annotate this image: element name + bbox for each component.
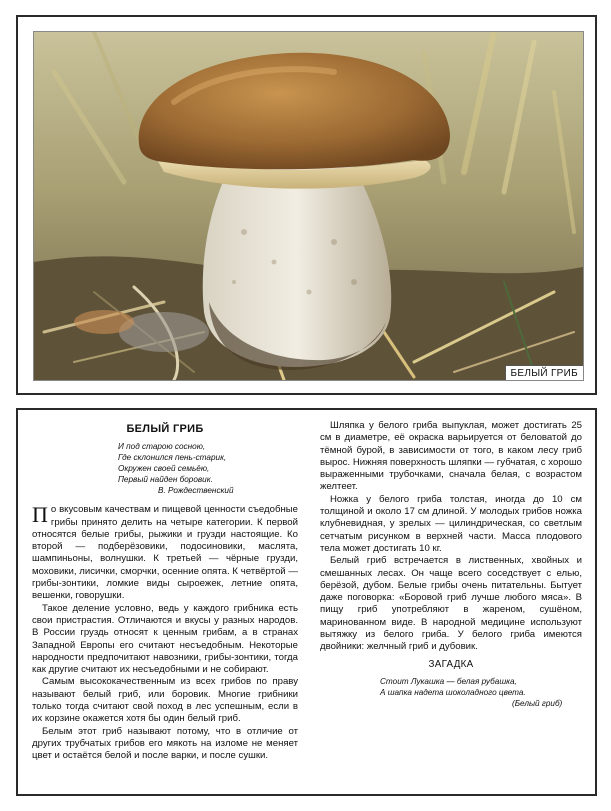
- photo-caption: БЕЛЫЙ ГРИБ: [505, 365, 583, 380]
- mushroom-photo: [33, 31, 584, 381]
- paragraph: По вкусовым качествам и пищевой ценности съедобные грибы принято делить на четыре категории. К первой относятся белые грибы, рыжики и грузди настоящие. Ко второй — подберёзовики, подосиновики, маслята, шампиньоны, волнушки. К третьей — чёрные грузди, моховики, лисички, сморчки, осенние опята. К четвёртой — грибы-зонтики, ломкие виды сыроежек, летние опята, вешенки, говорушки.: [32, 502, 298, 602]
- paragraph: Самым высококачественным из всех грибов по праву называют белый гриб, или боровик. Многие грибники только тогда считают свой поход в лес успешным, если в их корзине окажется хотя бы один белый гриб.: [32, 676, 298, 725]
- poem-line: Окружен своей семьёю,: [118, 464, 210, 474]
- poem-author: В. Рождественский: [158, 486, 234, 496]
- article-right-column: [320, 420, 582, 709]
- porcini-mushroom-illustration: [34, 32, 583, 380]
- riddle-title: ЗАГАДКА: [428, 658, 474, 670]
- article-left-column: [32, 420, 298, 763]
- drop-cap: П: [32, 502, 48, 528]
- photo-card: [16, 15, 597, 395]
- poem-line: И под старою сосною,: [118, 442, 206, 452]
- paragraph: Такое деление условно, ведь у каждого грибника есть свои пристрастия. Отличаются и вкусы у разных народов. В России груздь относят к ценным грибам, а в странах Западной Европы его считают несъедобным. Некоторые народности предпочитают навозники, грибы-зонтики, тогда как другие считают их несъедобными и не собирают.: [32, 602, 298, 676]
- riddle-line: А шапка надета шоколадного цвета.: [380, 687, 526, 697]
- article-card: [16, 408, 597, 796]
- poem-line: Первый найден боровик.: [118, 475, 213, 485]
- riddle: [380, 676, 582, 709]
- paragraph: Белым этот гриб называют потому, что в отличие от других трубчатых грибов его мякоть на изломе не меняет цвет и остаётся белой и после варки, и после сушки.: [32, 725, 298, 762]
- paragraph: Белый гриб встречается в лиственных, хвойных и смешанных лесах. Он чаще всего соседствует с елью, берёзой, дубом. Белые грибы очень питательны. Бытует даже поговорка: «Боровой гриб лучше любого мяса». В пищу гриб употребляют в жареном, сушёном, маринованном виде. В народной медицине используют вытяжку из белого гриба. У белого гриба имеются двойники: желчный гриб и дубовик.: [320, 555, 582, 653]
- paragraph: Шляпка у белого гриба выпуклая, может достигать 25 см в диаметре, её окраска варьируется от беловатой до тёмной бурой, в зависимости от того, в каком лесу гриб вырос. Нижняя поверхность шляпки — губчатая, с хорошо выраженными трубочками, сначала белая, с возрастом желтеет.: [320, 420, 582, 493]
- riddle-line: Стоит Лукашка — белая рубашка,: [380, 676, 517, 686]
- article-title: БЕЛЫЙ ГРИБ: [126, 423, 204, 435]
- poem-line: Где склонился пень-старик,: [118, 453, 227, 463]
- epigraph-poem: [118, 441, 298, 496]
- paragraph: Ножка у белого гриба толстая, иногда до 10 см толщиной и около 17 см длиной. У молодых грибов ножка клубневидная, у зрелых — цилиндрическая, со светлым сетчатым рисунком в верхней части. Масса плодового тела может достигать 10 кг.: [320, 493, 582, 554]
- riddle-answer: (Белый гриб): [512, 698, 563, 708]
